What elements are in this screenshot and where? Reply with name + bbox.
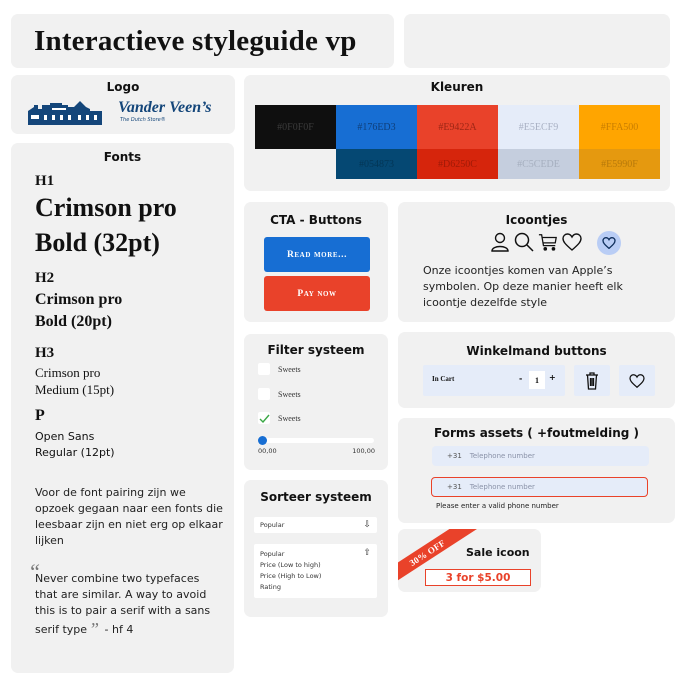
read-more-button[interactable]: Read more... <box>264 237 370 272</box>
filter-option-label: Sweets <box>278 364 301 374</box>
error-message: Please enter a valid phone number <box>436 502 559 510</box>
sale-card <box>398 529 541 592</box>
h1-sample-line2: Bold (32pt) <box>35 228 160 257</box>
color-swatch: #0F0F0F <box>255 105 336 149</box>
sort-option-price-low-high[interactable]: Price (Low to high) <box>260 561 321 569</box>
h2-sample-line2: Bold (20pt) <box>35 313 112 330</box>
sort-option-popular[interactable]: Popular <box>260 550 285 558</box>
fonts-section-title: Fonts <box>103 150 142 164</box>
person-icon[interactable] <box>490 231 510 253</box>
font-quote-source: - hf 4 <box>104 623 134 636</box>
h3-sample-line1: Crimson pro <box>35 365 101 380</box>
font-quote <box>35 571 225 638</box>
heart-active-icon[interactable] <box>597 231 621 255</box>
sort-options-list <box>254 544 377 598</box>
increase-quantity-button[interactable]: + <box>549 373 556 382</box>
filter-card <box>244 334 388 470</box>
color-swatch-shade: #E5990F <box>579 149 660 179</box>
cta-section-title: CTA - Buttons <box>270 213 362 227</box>
telephone-input-error[interactable] <box>431 477 648 497</box>
h3-sample-line2: Medium (15pt) <box>35 382 115 397</box>
telephone-input[interactable] <box>432 446 649 466</box>
color-swatch: #FFA500 <box>579 105 660 149</box>
sort-dropdown[interactable] <box>254 517 377 533</box>
heart-icon <box>629 374 645 388</box>
search-icon[interactable] <box>514 231 534 253</box>
page-title: Interactieve styleguide vp <box>34 25 357 57</box>
country-code: +31 <box>447 483 462 491</box>
empty-card <box>404 14 670 68</box>
icons-description: Onze icoontjes komen van Apple’s symbolen. Op deze manier heeft elk icoontje dezelfde style <box>423 264 623 309</box>
filter-option[interactable] <box>258 412 301 424</box>
trash-icon <box>585 372 599 390</box>
checkbox-checked[interactable] <box>258 412 270 424</box>
colors-card <box>244 75 670 191</box>
p-sample-line2: Regular (12pt) <box>35 446 115 459</box>
pay-now-button[interactable]: Pay now <box>264 276 370 311</box>
icons-section-title: Icoontjes <box>505 213 568 227</box>
range-min-label: 00,00 <box>258 447 277 455</box>
logo-tagline: The Dutch Store® <box>120 117 166 123</box>
p-sample-line1: Open Sans <box>35 430 95 443</box>
brand-logo <box>28 99 228 129</box>
country-code: +31 <box>447 452 462 460</box>
filter-option[interactable] <box>258 388 301 400</box>
cart-section-title: Winkelmand buttons <box>466 344 607 358</box>
logo-wordmark: Vander Veen’s <box>118 99 212 116</box>
quote-close-mark: ” <box>89 619 100 639</box>
sort-option-rating[interactable]: Rating <box>260 583 281 591</box>
filter-section-title: Filter systeem <box>267 343 365 357</box>
arrow-up-icon[interactable]: ⇧ <box>363 548 371 558</box>
quote-open-mark: “ <box>28 559 41 584</box>
checkbox-unchecked[interactable] <box>258 363 270 375</box>
icons-card <box>398 202 675 322</box>
price-range-slider[interactable] <box>261 438 374 443</box>
filter-option[interactable] <box>258 363 301 375</box>
telephone-placeholder: Telephone number <box>469 483 535 491</box>
sale-section-title: Sale icoon <box>466 546 530 559</box>
cart-card <box>398 332 675 408</box>
color-swatch-shade: #D6250C <box>417 149 498 179</box>
font-pairing-text: Voor de font pairing zijn we opzoek gegaan naar een fonts die leesbaar zijn en niet erg op elkaar lijken <box>35 486 223 547</box>
checkbox-unchecked[interactable] <box>258 388 270 400</box>
logo-section-title: Logo <box>106 80 140 94</box>
color-swatch: #176ED3 <box>336 105 417 149</box>
h1-label: H1 <box>35 173 55 189</box>
range-max-label: 100,00 <box>352 447 375 455</box>
favorite-button[interactable] <box>619 365 655 396</box>
font-quote-text: Never combine two typefaces that are similar. A way to avoid this is to pair a serif with a sans serif type <box>35 572 211 636</box>
delete-button[interactable] <box>574 365 610 396</box>
icon-row <box>490 231 582 253</box>
in-cart-label: In Cart <box>432 375 455 383</box>
p-label: P <box>35 407 45 424</box>
color-swatch: #E5ECF9 <box>498 105 579 149</box>
storefront-icon <box>28 101 102 125</box>
sort-card <box>244 480 388 617</box>
telephone-placeholder: Telephone number <box>469 452 535 460</box>
color-swatch: #E9422A <box>417 105 498 149</box>
h1-sample-line1: Crimson pro <box>35 193 177 222</box>
fonts-card <box>11 143 234 673</box>
logo-card <box>11 75 235 134</box>
filter-option-label: Sweets <box>278 389 301 399</box>
forms-card <box>398 418 675 523</box>
heart-icon[interactable] <box>562 231 582 253</box>
quantity-field[interactable]: 1 <box>529 371 545 389</box>
arrow-down-icon: ⇩ <box>363 520 371 530</box>
sale-price-badge: 3 for $5.00 <box>425 569 531 586</box>
sort-section-title: Sorteer systeem <box>260 490 372 504</box>
sort-selected-value: Popular <box>260 521 285 529</box>
title-card <box>11 14 394 68</box>
h3-label: H3 <box>35 345 55 361</box>
sort-option-price-high-low[interactable]: Price (High to Low) <box>260 572 322 580</box>
h2-label: H2 <box>35 270 55 286</box>
color-swatch-shade: #054873 <box>336 149 417 179</box>
checkmark-icon <box>259 414 270 423</box>
h2-sample-line1: Crimson pro <box>35 291 123 308</box>
cta-card <box>244 202 388 322</box>
decrease-quantity-button[interactable]: - <box>519 374 523 383</box>
cart-icon[interactable] <box>538 231 558 253</box>
slider-thumb[interactable] <box>258 436 267 445</box>
color-swatch-shade: #C5CEDE <box>498 149 579 179</box>
forms-section-title: Forms assets ( +foutmelding ) <box>434 426 639 440</box>
colors-section-title: Kleuren <box>430 80 484 94</box>
sale-ribbon: 30% OFF <box>398 529 477 589</box>
filter-option-label: Sweets <box>278 413 301 423</box>
in-cart-control <box>423 365 565 396</box>
